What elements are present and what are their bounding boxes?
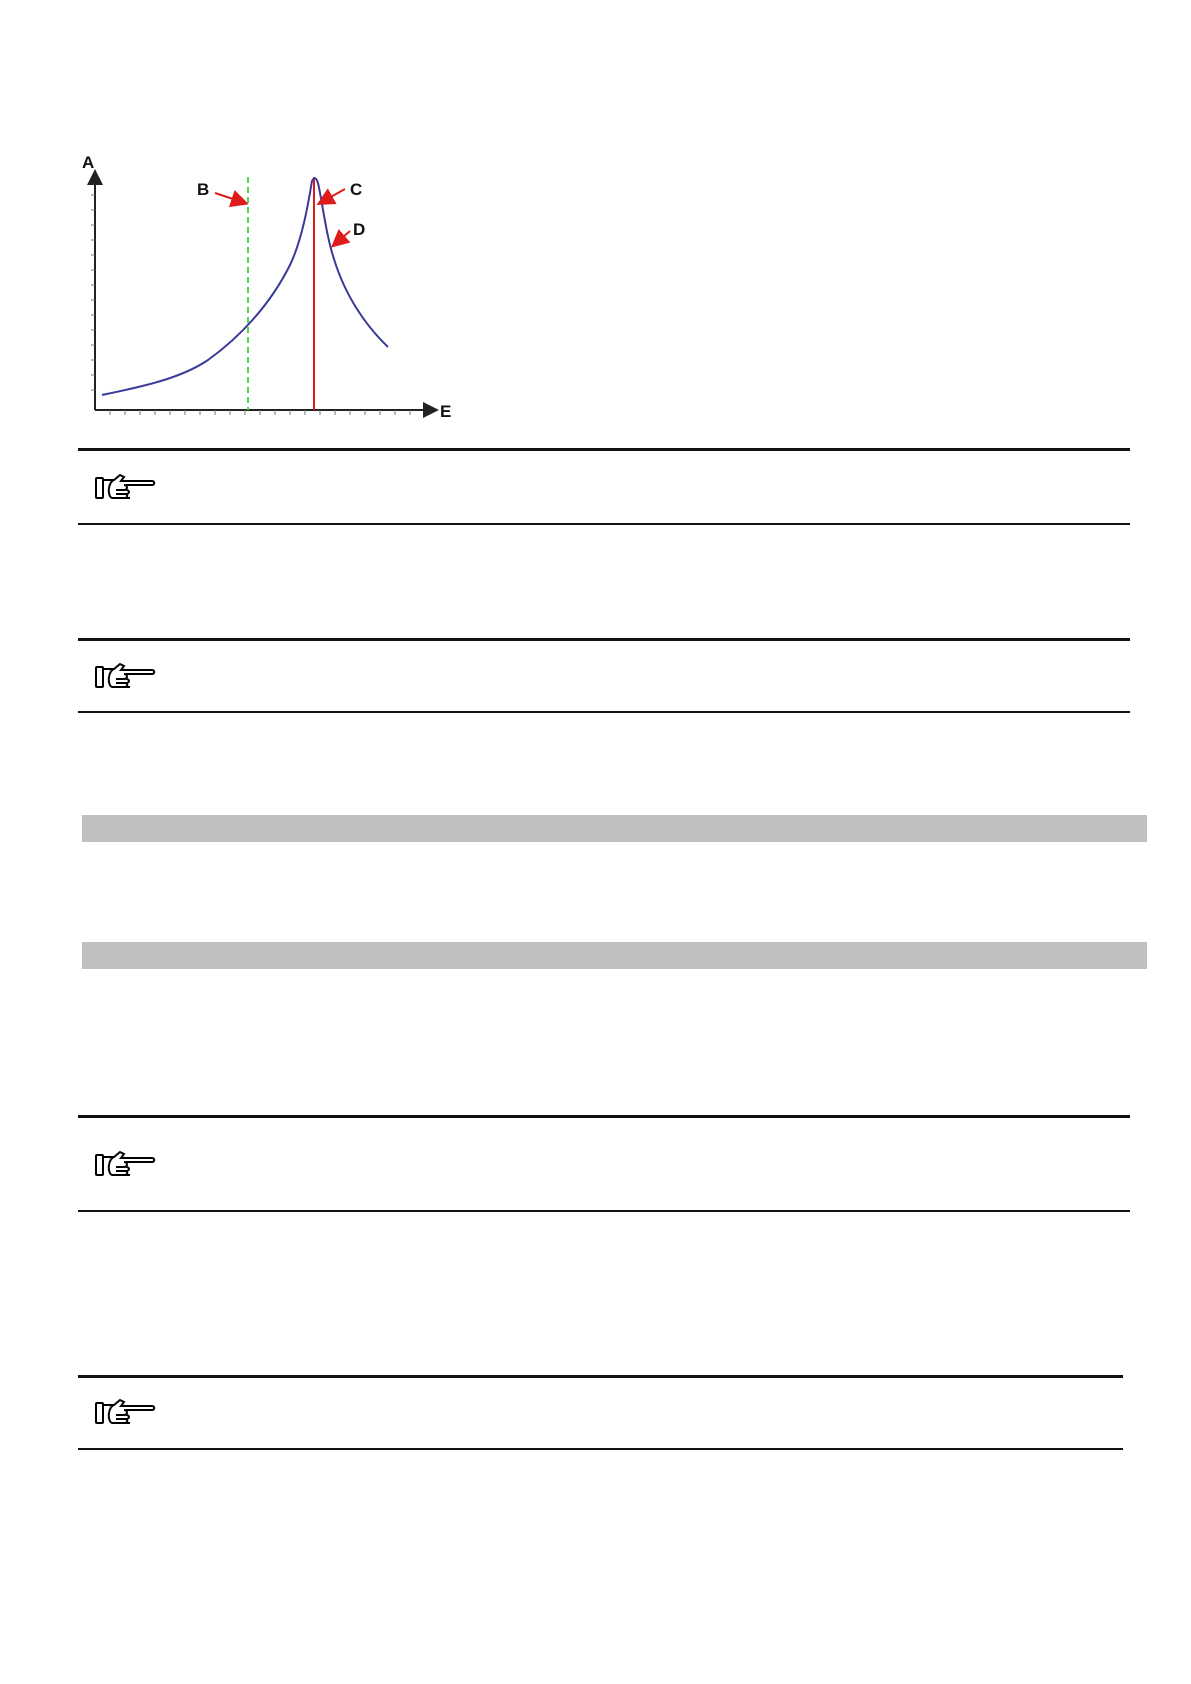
- resonance-figure: [80, 155, 490, 425]
- marker-d-label: D: [353, 220, 366, 239]
- shaded-bar-1: [82, 815, 1147, 842]
- marker-b-label: B: [197, 180, 210, 199]
- resonance-diagram: [80, 155, 490, 425]
- marker-b-arrow: [215, 193, 245, 203]
- pointing-hand-icon: [94, 1147, 158, 1181]
- note-box-1: [78, 448, 1130, 525]
- resonance-curve: [102, 178, 388, 395]
- x-axis-label: E: [440, 402, 452, 421]
- pointing-hand-icon: [94, 659, 158, 693]
- pointing-hand-icon: [94, 1395, 158, 1429]
- pointing-hand-icon: [94, 470, 158, 504]
- marker-d-arrow: [334, 231, 350, 245]
- marker-c-arrow: [320, 189, 345, 203]
- shaded-bar-2: [82, 942, 1147, 969]
- note-box-4: [78, 1375, 1123, 1450]
- x-axis-ticks: [110, 410, 410, 415]
- note-box-3: [78, 1115, 1130, 1212]
- marker-c-label: C: [350, 180, 363, 199]
- y-axis-label: A: [82, 155, 95, 172]
- note-box-2: [78, 638, 1130, 713]
